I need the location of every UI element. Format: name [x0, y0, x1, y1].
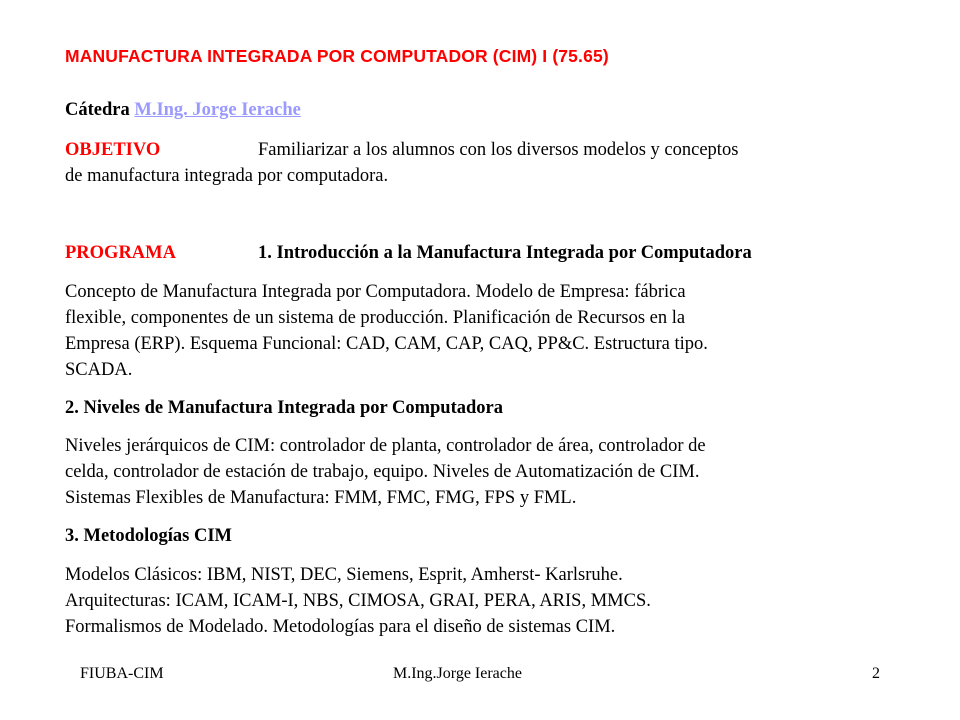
page-title: MANUFACTURA INTEGRADA POR COMPUTADOR (CIM) I (75.65): [65, 46, 609, 66]
objetivo-paragraph: [65, 137, 835, 189]
section-1-line: Empresa (ERP). Esquema Funcional: CAD, CAM, CAP, CAQ, PP&C. Estructura tipo.: [65, 334, 708, 354]
section-3-heading: 3. Metodologías CIM: [65, 526, 232, 546]
catedra-label: Cátedra: [65, 100, 130, 120]
professor-link[interactable]: M.Ing. Jorge Ierache: [134, 100, 301, 120]
section-1-line: SCADA.: [65, 360, 133, 380]
page-number: 2: [872, 665, 880, 682]
section-1-line: Concepto de Manufactura Integrada por Computadora. Modelo de Empresa: fábrica: [65, 282, 686, 302]
footer-center: M.Ing.Jorge Ierache: [393, 665, 522, 682]
section-1-body: [65, 279, 835, 383]
section-1-line: flexible, componentes de un sistema de producción. Planificación de Recursos en la: [65, 308, 686, 328]
footer-left: FIUBA-CIM: [80, 665, 164, 682]
section-2-body: [65, 433, 835, 511]
programa-heading: [65, 243, 752, 263]
section-2-line: Niveles jerárquicos de CIM: controlador de planta, controlador de área, controlador de: [65, 436, 706, 456]
catedra-line: [65, 101, 301, 120]
objetivo-text-line: Familiarizar a los alumnos con los diversos modelos y conceptos: [258, 140, 739, 160]
section-3-line: Modelos Clásicos: IBM, NIST, DEC, Siemens, Esprit, Amherst- Karlsruhe.: [65, 565, 623, 585]
section-1-heading: 1. Introducción a la Manufactura Integrada por Computadora: [258, 243, 752, 263]
programa-label: PROGRAMA: [65, 243, 176, 263]
objetivo-label: OBJETIVO: [65, 140, 161, 160]
section-3-line: Formalismos de Modelado. Metodologías para el diseño de sistemas CIM.: [65, 617, 616, 637]
section-2-heading: 2. Niveles de Manufactura Integrada por Computadora: [65, 398, 503, 418]
section-2-line: Sistemas Flexibles de Manufactura: FMM, FMC, FMG, FPS y FML.: [65, 488, 577, 508]
objetivo-text-line: de manufactura integrada por computadora.: [65, 166, 389, 186]
section-2-line: celda, controlador de estación de trabajo, equipo. Niveles de Automatización de CIM.: [65, 462, 700, 482]
section-3-line: Arquitecturas: ICAM, ICAM-I, NBS, CIMOSA, GRAI, PERA, ARIS, MMCS.: [65, 591, 651, 611]
section-3-body: [65, 562, 835, 640]
